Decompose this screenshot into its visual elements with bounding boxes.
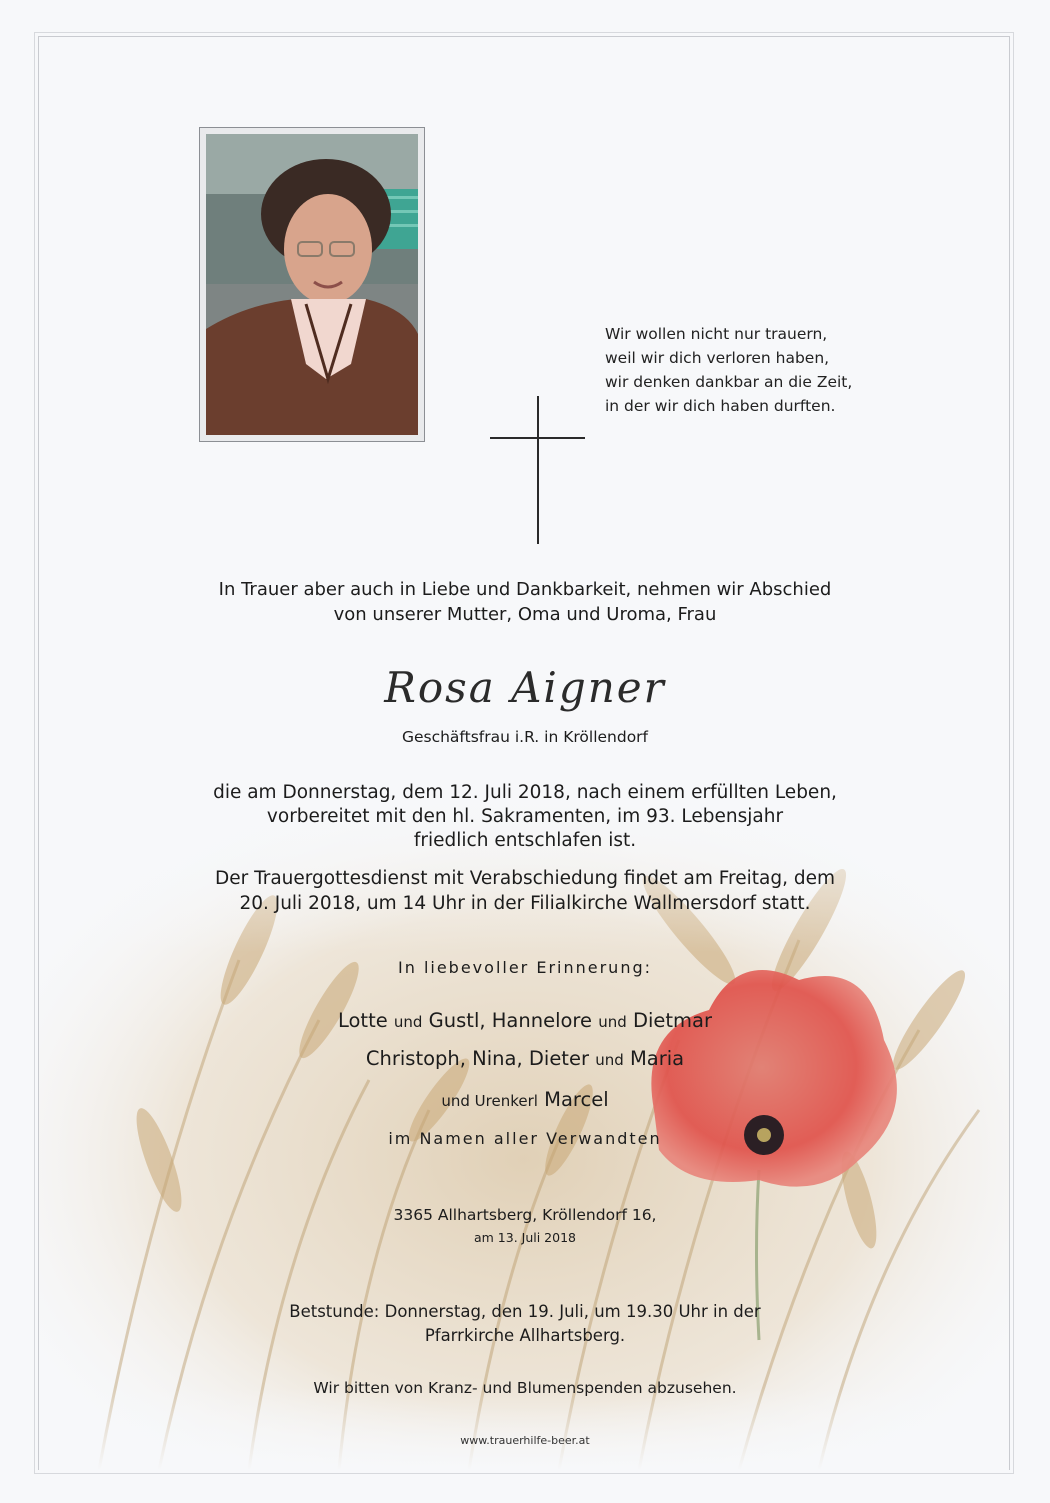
cross-icon	[537, 396, 539, 544]
prayer-line: Betstunde: Donnerstag, den 19. Juli, um 19.30 Uhr in der	[289, 1302, 761, 1321]
prayer-hour	[90, 1300, 960, 1348]
flowers-note: Wir bitten von Kranz- und Blumenspenden abzusehen.	[313, 1379, 737, 1397]
mourner-name: Christoph, Nina, Dieter	[365, 1047, 589, 1070]
mourners-row	[90, 1040, 960, 1079]
poem-line: weil wir dich verloren haben,	[605, 349, 830, 367]
poem-line: in der wir dich haben durften.	[605, 397, 836, 415]
mourner-name: Dietmar	[632, 1009, 713, 1032]
portrait-photo-frame	[199, 127, 425, 442]
family-address: 3365 Allhartsberg, Kröllendorf 16,	[393, 1206, 657, 1224]
funeral-service	[90, 866, 960, 916]
conjunction: und	[598, 1013, 627, 1031]
conjunction: und	[393, 1013, 423, 1031]
deceased-occupation: Geschäftsfrau i.R. in Kröllendorf	[401, 728, 649, 746]
death-line: friedlich entschlafen ist.	[413, 830, 637, 851]
intro-line: In Trauer aber auch in Liebe und Dankbarkeit, nehmen wir Abschied	[218, 579, 832, 600]
death-line: die am Donnerstag, dem 12. Juli 2018, nach einem erfüllten Leben,	[213, 782, 837, 803]
mourners-closing: im Namen aller Verwandten	[388, 1129, 662, 1148]
death-line: vorbereitet mit den hl. Sakramenten, im 93. Lebensjahr	[266, 806, 784, 827]
deceased-name: Rosa Aigner	[384, 663, 666, 712]
service-line: 20. Juli 2018, um 14 Uhr in der Filialkirche Wallmersdorf statt.	[239, 893, 811, 914]
mourner-name: Gustl, Hannelore	[428, 1009, 593, 1032]
mourner-prefix: und Urenkerl	[441, 1092, 538, 1110]
notice-date: am 13. Juli 2018	[473, 1230, 576, 1245]
mourner-name: Lotte	[337, 1009, 388, 1032]
portrait-photo	[206, 134, 418, 435]
mourner-name: Maria	[629, 1047, 685, 1070]
prayer-line: Pfarrkirche Allhartsberg.	[424, 1326, 626, 1345]
conjunction: und	[595, 1051, 624, 1069]
mourners-heading: In liebevoller Erinnerung:	[398, 958, 652, 977]
mourners-row	[90, 1081, 960, 1120]
website-link[interactable]: www.trauerhilfe-beer.at	[460, 1434, 590, 1447]
intro-text	[90, 577, 960, 627]
death-notice	[90, 781, 960, 853]
cross-icon-bar	[490, 437, 585, 439]
memorial-poem	[605, 322, 905, 418]
poem-line: Wir wollen nicht nur trauern,	[605, 325, 828, 343]
poem-line: wir denken dankbar an die Zeit,	[605, 373, 853, 391]
mourners-row	[90, 1002, 960, 1041]
intro-line: von unserer Mutter, Oma und Uroma, Frau	[333, 604, 717, 625]
service-line: Der Trauergottesdienst mit Verabschiedung findet am Freitag, dem	[215, 868, 835, 889]
mourner-name: Marcel	[544, 1088, 609, 1111]
